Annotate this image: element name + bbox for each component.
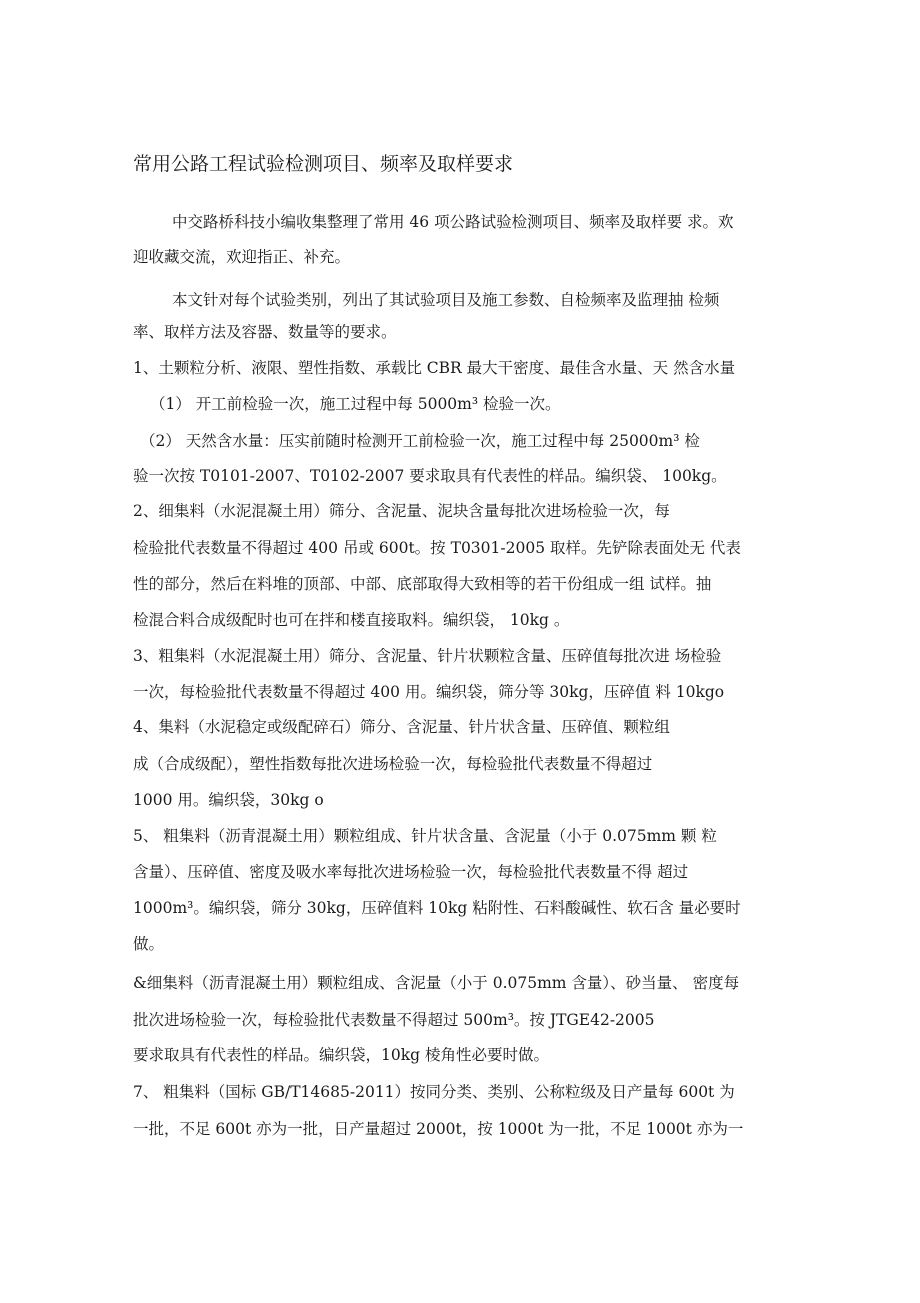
- paragraph-line: 迎收藏交流，欢迎指正、补充。: [133, 248, 351, 266]
- paragraph-line: 性的部分，然后在料堆的顶部、中部、底部取得大致相等的若干份组成一组 试样。抽: [133, 575, 712, 593]
- paragraph-line: 含量）、压碎值、密度及吸水率每批次进场检验一次，每检验批代表数量不得 超过: [133, 863, 689, 881]
- paragraph-line: 做。: [133, 935, 165, 953]
- paragraph-line: 1000 用。编织袋，30kg o: [133, 791, 324, 809]
- paragraph-line: 3、粗集料（水泥混凝土用）筛分、含泥量、针片状颗粒含量、压碎值每批次进 场检验: [133, 647, 722, 665]
- paragraph-line: 1000m³。编织袋，筛分 30kg，压碎值料 10kg 粘附性、石料酸碱性、软石含 量必要时: [133, 899, 741, 917]
- paragraph-line: 验一次按 T0101-2007、T0102-2007 要求取具有代表性的样品。编织袋、 100kg。: [133, 467, 727, 485]
- paragraph-line: 2、细集料（水泥混凝土用）筛分、含泥量、泥块含量每批次进场检验一次，每: [133, 502, 670, 520]
- document-title: 常用公路工程试验检测项目、频率及取样要求: [133, 153, 514, 175]
- paragraph-line: 成（合成级配），塑性指数每批次进场检验一次，每检验批代表数量不得超过: [133, 755, 653, 773]
- paragraph-line: 7、 粗集料（国标 GB/T14685-2011）按同分类、类别、公称粒级及日产量每 600t 为: [133, 1083, 735, 1101]
- paragraph-line: 中交路桥科技小编收集整理了常用 46 项公路试验检测项目、频率及取样要 求。欢: [172, 213, 734, 231]
- paragraph-line: 本文针对每个试验类别，列出了其试验项目及施工参数、自检频率及监理抽 检频: [172, 291, 720, 309]
- paragraph-line: 5、 粗集料（沥青混凝土用）颗粒组成、针片状含量、含泥量（小于 0.075mm 颗 粒: [133, 827, 717, 845]
- paragraph-line: 4、集料（水泥稳定或级配碎石）筛分、含泥量、针片状含量、压碎值、颗粒组: [133, 718, 670, 736]
- paragraph-line: 批次进场检验一次，每检验批代表数量不得超过 500m³。按 JTGE42-2005: [133, 1011, 655, 1029]
- paragraph-line: （2） 天然含水量：压实前随时检测开工前检验一次，施工过程中每 25000m³ 检: [140, 432, 700, 450]
- paragraph-line: 一次，每检验批代表数量不得超过 400 用。编织袋，筛分等 30kg，压碎值 料 10kgo: [133, 683, 725, 701]
- paragraph-line: 要求取具有代表性的样品。编织袋，10kg 棱角性必要时做。: [133, 1046, 549, 1064]
- paragraph-line: （1） 开工前检验一次，施工过程中每 5000m³ 检验一次。: [150, 395, 561, 413]
- paragraph-line: 一批，不足 600t 亦为一批，日产量超过 2000t，按 1000t 为一批，不足 1000t 亦为一: [133, 1120, 744, 1138]
- paragraph-line: 1、土颗粒分析、液限、塑性指数、承载比 CBR 最大干密度、最佳含水量、天 然含水量: [133, 359, 736, 377]
- paragraph-line: &细集料（沥青混凝土用）颗粒组成、含泥量（小于 0.075mm 含量）、砂当量、 密度每: [133, 974, 740, 992]
- paragraph-line: 检验批代表数量不得超过 400 吊或 600t。按 T0301-2005 取样。先铲除表面处无 代表: [133, 539, 741, 557]
- paragraph-line: 检混合料合成级配时也可在拌和楼直接取料。编织袋， 10kg 。: [133, 611, 570, 629]
- paragraph-line: 率、取样方法及容器、数量等的要求。: [133, 323, 397, 341]
